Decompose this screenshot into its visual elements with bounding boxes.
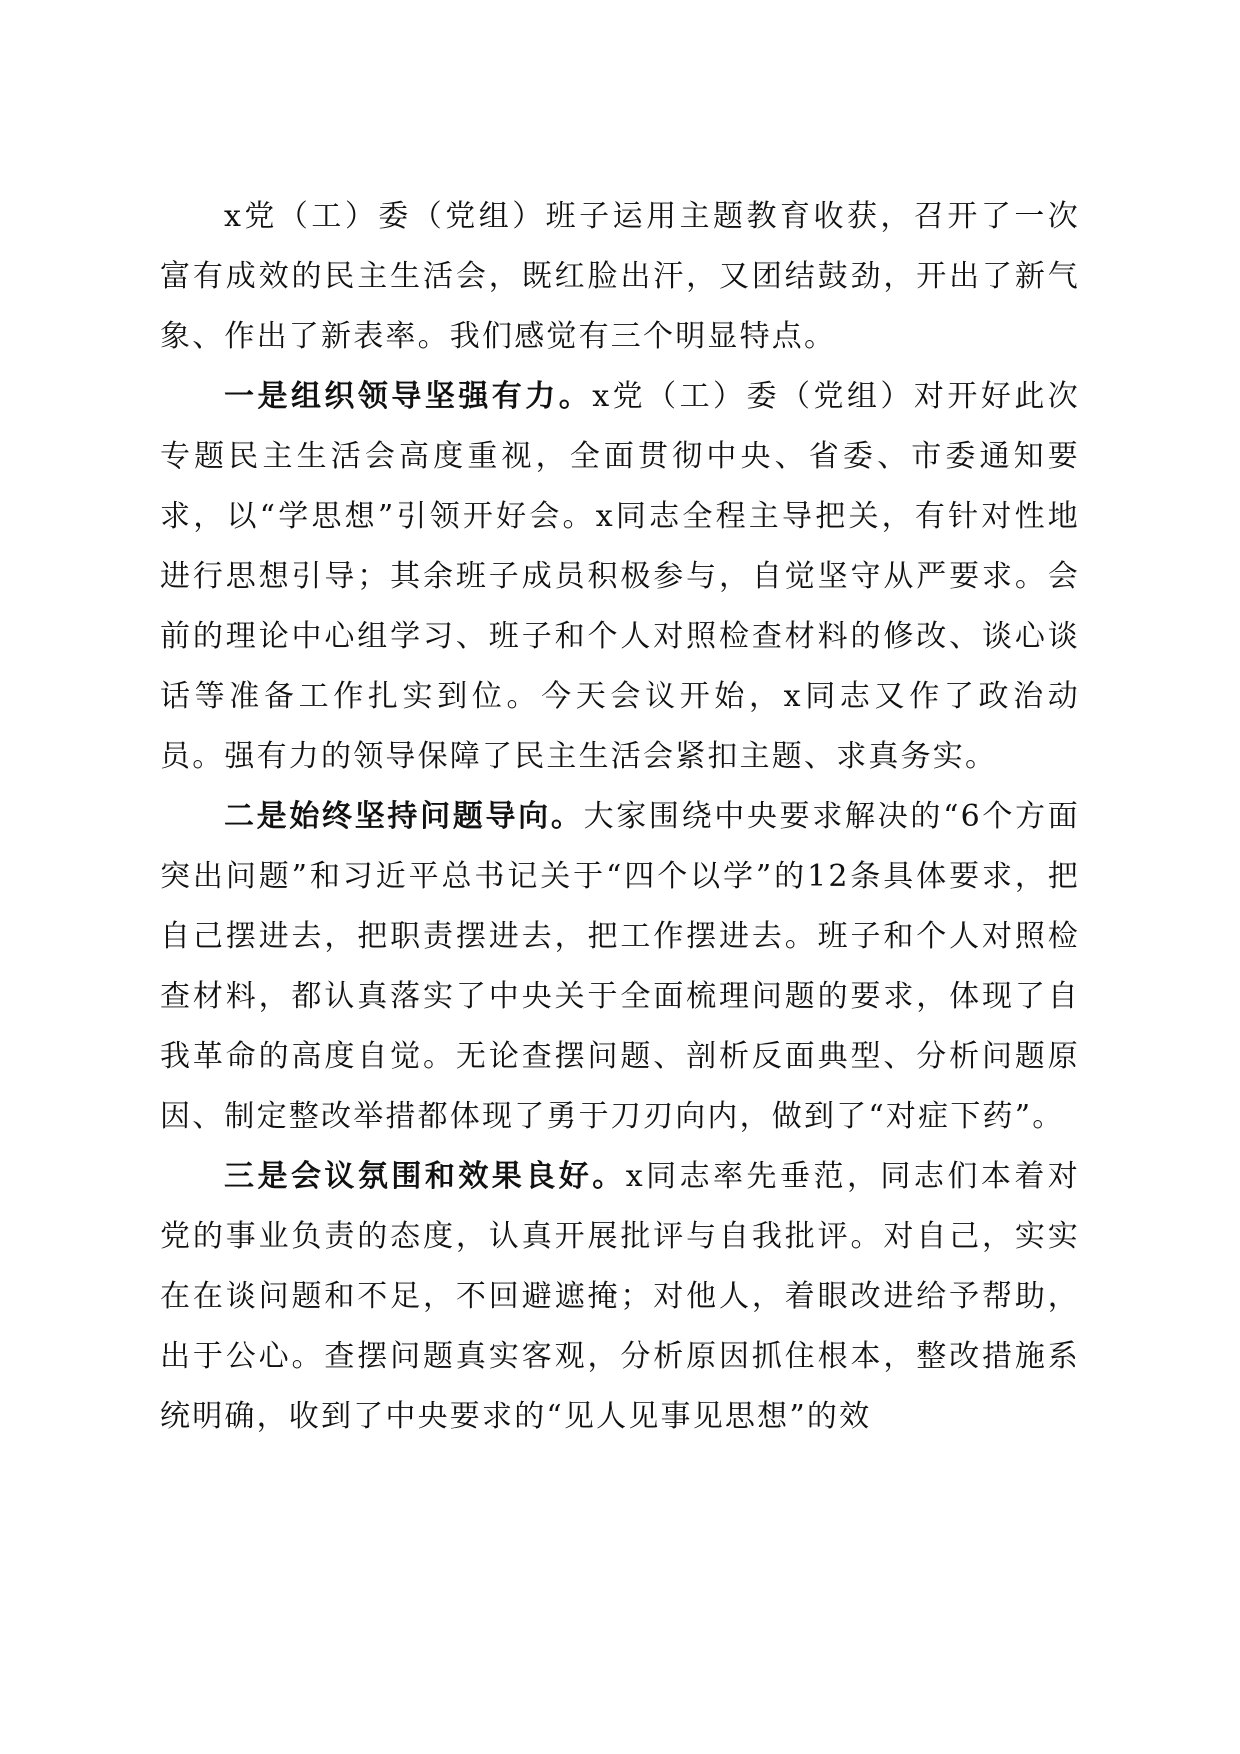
- paragraph-point-3: [160, 1147, 1080, 1447]
- paragraph-text: x党（工）委（党组）班子运用主题教育收获，召开了一次富有成效的民主生活会，既红脸出汗，又团结鼓劲，开出了新气象、作出了新表率。我们感觉有三个明显特点。: [160, 199, 1080, 354]
- paragraph-intro: [160, 187, 1080, 367]
- paragraph-text: 大家围绕中央要求解决的“6个方面突出问题”和习近平总书记关于“四个以学”的12条具体要求，把自己摆进去，把职责摆进去，把工作摆进去。班子和个人对照检查材料，都认真落实了中央关于全面梳理问题的要求，体现了自我革命的高度自觉。无论查摆问题、剖析反面典型、分析问题原因、制定整改举措都体现了勇于刀刃向内，做到了“对症下药”。: [160, 799, 1081, 1134]
- paragraph-text: x同志率先垂范，同志们本着对党的事业负责的态度，认真开展批评与自我批评。对自己，实实在在谈问题和不足，不回避遮掩；对他人，着眼改进给予帮助，出于公心。查摆问题真实客观，分析原因抓住根本，整改措施系统明确，收到了中央要求的“见人见事见思想”的效: [160, 1159, 1080, 1434]
- paragraph-point-1: [160, 367, 1080, 787]
- paragraph-point-2: [160, 787, 1080, 1147]
- paragraph-text: x党（工）委（党组）对开好此次专题民主生活会高度重视，全面贯彻中央、省委、市委通知要求，以“学思想”引领开好会。x同志全程主导把关，有针对性地进行思想引导；其余班子成员积极参与，自觉坚守从严要求。会前的理论中心组学习、班子和个人对照检查材料的修改、谈心谈话等准备工作扎实到位。今天会议开始，x同志又作了政治动员。强有力的领导保障了民主生活会紧扣主题、求真务实。: [160, 379, 1081, 774]
- paragraph-lead: 三是会议氛围和效果良好。: [224, 1159, 626, 1194]
- paragraph-lead: 二是始终坚持问题导向。: [224, 799, 584, 834]
- document-body: [160, 187, 1080, 1447]
- paragraph-lead: 一是组织领导坚强有力。: [224, 379, 593, 414]
